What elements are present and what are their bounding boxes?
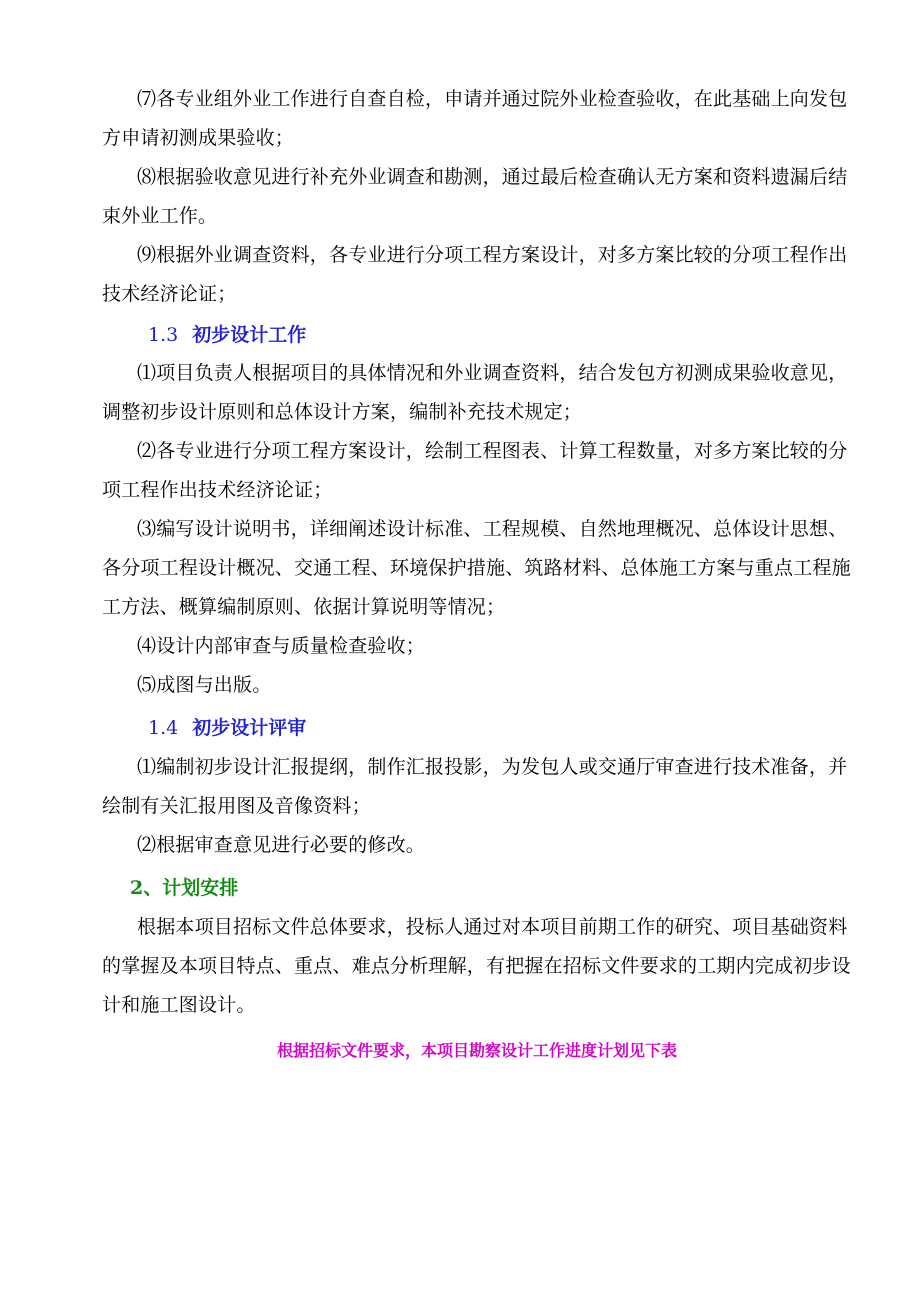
section-1-3-item-3: ⑶编写设计说明书，详细阐述设计标准、工程规模、自然地理概况、总体设计思想、各分项工程设计概况、交通工程、环境保护措施、筑路材料、总体施工方案与重点工程施工方法、概算编制原则、依据计算说明等情况；: [102, 518, 851, 618]
section-2-heading: 2、计划安排: [130, 877, 239, 899]
table-caption: 根据招标文件要求，本项目勘察设计工作进度计划见下表: [276, 1041, 677, 1060]
section-1-3-item-5: ⑸成图与出版。: [137, 674, 272, 696]
section-1-4-item-2: ⑵根据审查意见进行必要的修改。: [137, 834, 426, 856]
section-1-3-number: 1.3: [148, 324, 179, 346]
section-1-3-item-2: ⑵各专业进行分项工程方案设计，绘制工程图表、计算工程数量，对多方案比较的分项工程作出技术经济论证；: [102, 440, 848, 501]
section-1-3-item-4: ⑷设计内部审查与质量检查验收；: [137, 635, 426, 657]
item-9-paragraph: ⑼根据外业调查资料，各专业进行分项工程方案设计，对多方案比较的分项工程作出技术经济论证；: [102, 244, 848, 305]
section-1-4-title: 初步设计评审: [192, 717, 307, 739]
section-1-4-item-1: ⑴编制初步设计汇报提纲，制作汇报投影，为发包人或交通厅审查进行技术准备，并绘制有关汇报用图及音像资料；: [102, 756, 848, 817]
section-1-4-heading: [148, 713, 306, 743]
section-1-4-number: 1.4: [148, 717, 179, 739]
section-1-3-heading: [148, 320, 306, 350]
item-7-paragraph: ⑺各专业组外业工作进行自查自检，申请并通过院外业检查验收，在此基础上向发包方申请初测成果验收；: [102, 88, 848, 149]
section-1-3-item-1: ⑴项目负责人根据项目的具体情况和外业调查资料，结合发包方初测成果验收意见，调整初步设计原则和总体设计方案，编制补充技术规定；: [102, 362, 848, 423]
section-1-3-title: 初步设计工作: [192, 324, 307, 346]
item-8-paragraph: ⑻根据验收意见进行补充外业调查和勘测，通过最后检查确认无方案和资料遗漏后结束外业工作。: [102, 166, 848, 227]
section-2-body: 根据本项目招标文件总体要求，投标人通过对本项目前期工作的研究、项目基础资料的掌握及本项目特点、重点、难点分析理解，有把握在招标文件要求的工期内完成初步设计和施工图设计。: [102, 916, 851, 1016]
